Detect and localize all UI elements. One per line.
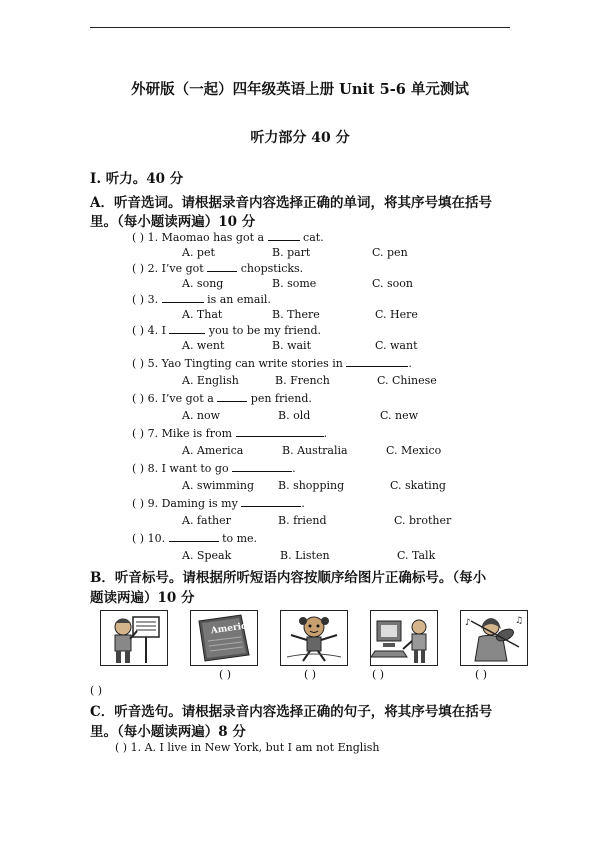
picture-computer-email xyxy=(370,610,438,666)
option-a: A. swimming xyxy=(182,479,255,492)
picture-boy-reading-sign xyxy=(100,610,168,666)
answer-paren-4[interactable]: ( ) xyxy=(475,668,488,681)
option-c: C. soon xyxy=(372,277,413,290)
option-c: C. Chinese xyxy=(377,374,437,387)
option-b: B. There xyxy=(272,308,320,321)
answer-paren-5[interactable]: ( ) xyxy=(90,684,103,697)
question-8: ( ) 8. I want to go . xyxy=(132,462,296,475)
option-c: C. new xyxy=(380,409,419,422)
part-a-heading: A．听音选词。请根据录音内容选择正确的单词，将其序号填在括号 xyxy=(90,195,492,211)
answer-blank[interactable] xyxy=(217,391,247,402)
violin-icon xyxy=(461,611,527,665)
option-c: C. Talk xyxy=(397,549,436,562)
part-a-heading-cont: 里。（每小题读两遍）10 分 xyxy=(90,214,256,230)
answer-blank[interactable] xyxy=(236,426,324,437)
question-2: ( ) 2. I’ve got chopsticks. xyxy=(132,262,304,275)
question-3: ( ) 3. is an email. xyxy=(132,293,271,306)
question-7: ( ) 7. Mike is from . xyxy=(132,427,328,440)
option-a: A. now xyxy=(182,409,221,422)
option-a: A. That xyxy=(182,308,223,321)
question-9: ( ) 9. Daming is my . xyxy=(132,497,305,510)
book-title-text: America xyxy=(210,620,253,637)
option-c: C. want xyxy=(375,339,418,352)
computer-icon xyxy=(371,611,437,665)
option-b: B. wait xyxy=(272,339,311,352)
answer-blank[interactable] xyxy=(169,531,219,542)
option-a: A. English xyxy=(182,374,239,387)
answer-paren-1[interactable]: ( ) xyxy=(219,668,232,681)
option-c: C. brother xyxy=(394,514,452,527)
option-a: A. pet xyxy=(182,246,215,259)
part-c-question-1: ( ) 1. A. I live in New York, but I am not English xyxy=(115,741,380,754)
option-b: B. French xyxy=(275,374,330,387)
option-c: C. Here xyxy=(375,308,418,321)
option-c: C. skating xyxy=(390,479,446,492)
option-c: C. Mexico xyxy=(386,444,442,457)
question-6: ( ) 6. I’ve got a pen friend. xyxy=(132,392,312,405)
page-title: 外研版（一起）四年级英语上册 Unit 5-6 单元测试 xyxy=(131,81,469,98)
svg-text:♪: ♪ xyxy=(465,618,471,628)
part-c-heading-cont: 里。（每小题读两遍）8 分 xyxy=(90,724,246,740)
answer-blank[interactable] xyxy=(268,230,300,241)
option-a: A. Speak xyxy=(182,549,232,562)
part-b-heading: B．听音标号。请根据所听短语内容按顺序给图片正确标号。（每小 xyxy=(90,570,487,586)
skating-icon xyxy=(281,611,347,665)
answer-blank[interactable] xyxy=(232,461,292,472)
question-4: ( ) 4. I you to be my friend. xyxy=(132,324,322,337)
picture-violinist xyxy=(460,610,528,666)
option-b: B. shopping xyxy=(278,479,345,492)
option-b: B. old xyxy=(278,409,311,422)
option-a: A. father xyxy=(182,514,231,527)
answer-paren-3[interactable]: ( ) xyxy=(372,668,385,681)
answer-blank[interactable] xyxy=(162,292,204,303)
option-c: C. pen xyxy=(372,246,408,259)
boy-sign-icon xyxy=(101,611,167,665)
page-subtitle: 听力部分 40 分 xyxy=(250,130,350,146)
question-10: ( ) 10. to me. xyxy=(132,532,258,545)
picture-child-skating xyxy=(280,610,348,666)
answer-blank[interactable] xyxy=(346,356,408,367)
option-b: B. some xyxy=(272,277,317,290)
section-heading: I. 听力。40 分 xyxy=(90,171,184,187)
svg-text:♫: ♫ xyxy=(515,616,524,626)
option-b: B. Listen xyxy=(280,549,330,562)
option-b: B. part xyxy=(272,246,311,259)
option-a: A. went xyxy=(182,339,225,352)
answer-blank[interactable] xyxy=(241,496,301,507)
option-b: B. friend xyxy=(278,514,327,527)
top-rule xyxy=(90,27,510,28)
question-5: ( ) 5. Yao Tingting can write stories in . xyxy=(132,357,412,370)
answer-blank[interactable] xyxy=(169,323,205,334)
question-1: ( ) 1. Maomao has got a cat. xyxy=(132,231,324,244)
answer-blank[interactable] xyxy=(207,261,237,272)
part-b-heading-cont: 题读两遍）10 分 xyxy=(90,590,195,606)
answer-paren-2[interactable]: ( ) xyxy=(304,668,317,681)
option-a: A. song xyxy=(182,277,224,290)
picture-america-book xyxy=(190,610,258,666)
option-b: B. Australia xyxy=(282,444,348,457)
part-c-heading: C．听音选句。请根据录音内容选择正确的句子，将其序号填在括号 xyxy=(90,704,493,720)
option-a: A. America xyxy=(182,444,244,457)
